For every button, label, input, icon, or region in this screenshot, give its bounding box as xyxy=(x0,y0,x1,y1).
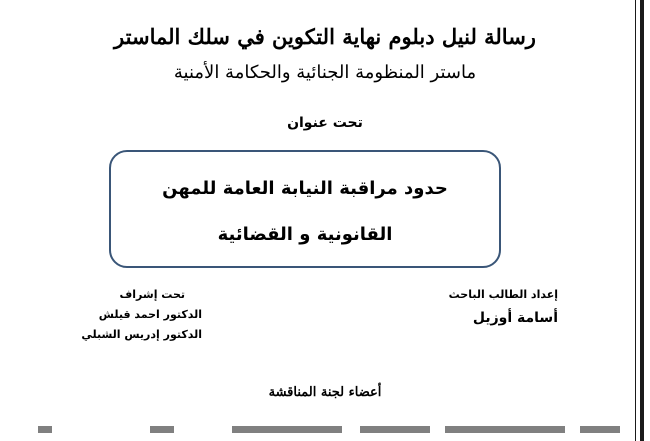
committee-title: أعضاء لجنة المناقشة xyxy=(268,385,382,400)
supervisor-name: الدكتور احمد قيلش xyxy=(98,308,202,321)
cut-off-text-line xyxy=(150,426,174,433)
cut-off-text-line xyxy=(445,426,565,433)
cut-off-text-line xyxy=(360,426,430,433)
supervision-label: تحت إشراف xyxy=(119,288,185,301)
main-title: رسالة لنيل دبلوم نهاية التكوين في سلك الماستر xyxy=(114,24,536,49)
sub-title: ماستر المنظومة الجنائية والحكامة الأمنية xyxy=(173,62,477,83)
thesis-title-line-1: حدود مراقبة النيابة العامة للمهن xyxy=(162,178,448,199)
cut-off-text-line xyxy=(580,426,620,433)
prepared-by-label: إعداد الطالب الباحث xyxy=(448,288,558,301)
student-name: أسامة أوزيل xyxy=(472,310,558,326)
cut-off-text-line xyxy=(38,426,52,433)
thesis-title-line-2: القانونية و القضائية xyxy=(217,224,393,245)
supervisor-name: الدكتور إدريس الشبلي xyxy=(81,328,202,341)
thesis-title-box xyxy=(109,150,501,268)
under-title-label: تحت عنوان xyxy=(287,115,363,131)
cut-off-text-line xyxy=(232,426,342,433)
